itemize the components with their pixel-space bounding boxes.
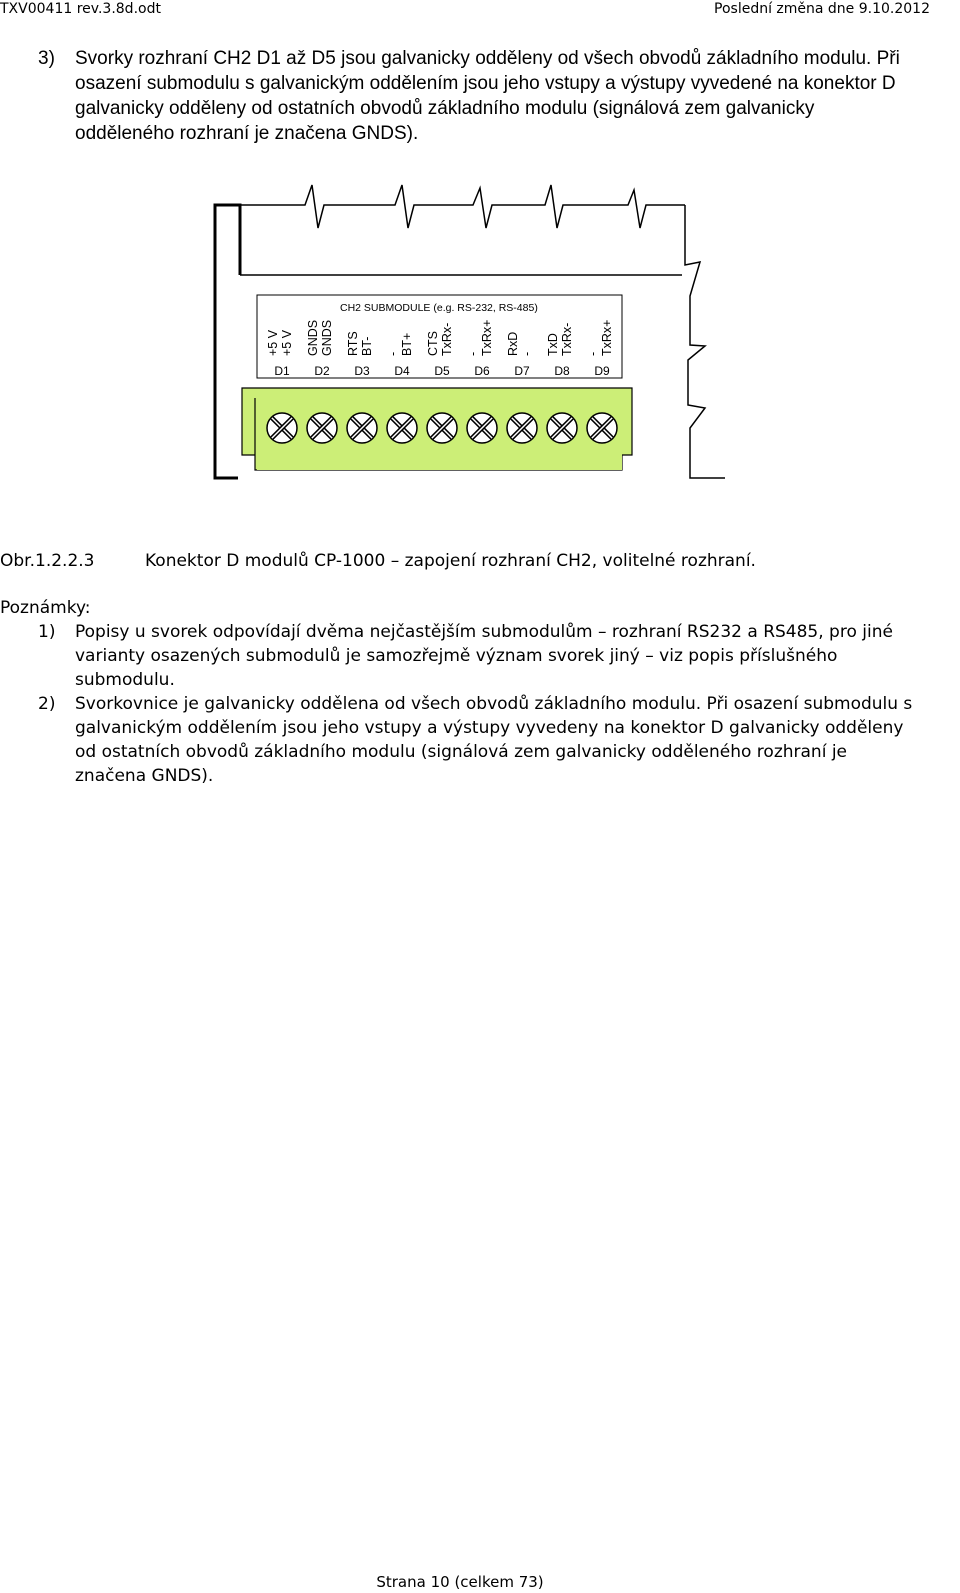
pin-signal-label: +5 V	[266, 329, 280, 356]
pin-signal-label: -	[466, 351, 480, 356]
pin-signal-label: CTS	[426, 331, 440, 356]
note-line: Popisy u svorek odpovídají dvěma nejčastějším submodulům – rozhraní RS232 a RS485, pro jiné	[75, 622, 893, 642]
pin-signal-label: -	[386, 351, 400, 356]
module-outline	[215, 205, 240, 478]
note-line: od ostatních obvodů základního modulu (signálová zem galvanicky odděleného rozhraní je	[75, 742, 848, 762]
note-number: 1)	[38, 622, 56, 642]
note-line: Svorkovnice je galvanicky oddělena od všech obvodů základního modulu. Při osazení submodulu s	[75, 694, 913, 714]
section-3-line: odděleného rozhraní je značena GNDS).	[75, 123, 419, 144]
note-2	[38, 692, 948, 788]
pin-name: D8	[554, 364, 570, 378]
pin-name: D4	[394, 364, 410, 378]
break-line-top	[240, 185, 685, 228]
document-name: TXV00411 rev.3.8d.odt	[0, 1, 161, 17]
section-3-body	[75, 46, 953, 146]
pin-name: D3	[354, 364, 370, 378]
note-line: submodulu.	[75, 670, 175, 690]
submodule-label: CH2 SUBMODULE (e.g. RS-232, RS-485)	[340, 302, 538, 314]
pin-signal-label: +5 V	[280, 329, 294, 356]
pin-signal-label: RTS	[346, 331, 360, 356]
pin-signal-label: -	[586, 351, 600, 356]
section-3-line: galvanicky odděleny od ostatních obvodů základního modulu (signálová zem galvanicky	[75, 98, 815, 119]
pin-name: D2	[314, 364, 330, 378]
pin-name: D7	[514, 364, 530, 378]
section-3-line: osazení submodulu s galvanickým oddělením jsou jeho vstupy a výstupy vyvedené na konektor D	[75, 73, 896, 94]
pin-signal-label: TxRx-	[440, 322, 454, 356]
note-line: značena GNDS).	[75, 766, 214, 786]
pin-signal-label: TxRx-	[560, 322, 574, 356]
page-header	[0, 0, 930, 20]
section-3	[38, 46, 953, 146]
note-line: galvanickým oddělením jsou jeho vstupy a výstupy vyvedeny na konektor D galvanicky odděleny	[75, 718, 904, 738]
pin-name: D5	[434, 364, 450, 378]
pin-signal-label: TxD	[546, 333, 560, 356]
pin-signal-label: TxRx+	[480, 319, 494, 356]
figure-number: Obr.1.2.2.3	[0, 551, 95, 571]
pin-signal-label: GNDS	[306, 319, 320, 356]
pin-signal-label: BT-	[360, 336, 374, 356]
pin-name: D9	[594, 364, 610, 378]
note-1	[38, 620, 948, 692]
note-line: varianty osazených submodulů je samozřejmě význam svorek jiný – viz popis příslušného	[75, 646, 838, 666]
figure-caption-text: Konektor D modulů CP-1000 – zapojení rozhraní CH2, volitelné rozhraní.	[145, 551, 756, 571]
last-change-date: Poslední změna dne 9.10.2012	[714, 1, 930, 17]
pin-signal-label: -	[520, 351, 534, 356]
pin-signal-label: BT+	[400, 332, 414, 356]
pin-signal-label: RxD	[506, 331, 520, 356]
section-3-line: Svorky rozhraní CH2 D1 až D5 jsou galvanicky odděleny od všech obvodů základního modulu. Při	[75, 48, 900, 69]
break-line-right	[685, 205, 725, 478]
section-3-number: 3)	[38, 48, 55, 69]
notes-title: Poznámky:	[0, 598, 91, 618]
note-number: 2)	[38, 694, 56, 714]
page-footer: Strana 10 (celkem 73)	[376, 1573, 544, 1591]
pin-signal-label: TxRx+	[600, 319, 614, 356]
pin-name: D1	[274, 364, 290, 378]
connector-diagram	[0, 175, 960, 495]
pin-name: D6	[474, 364, 490, 378]
pin-signal-label: GNDS	[320, 319, 334, 356]
